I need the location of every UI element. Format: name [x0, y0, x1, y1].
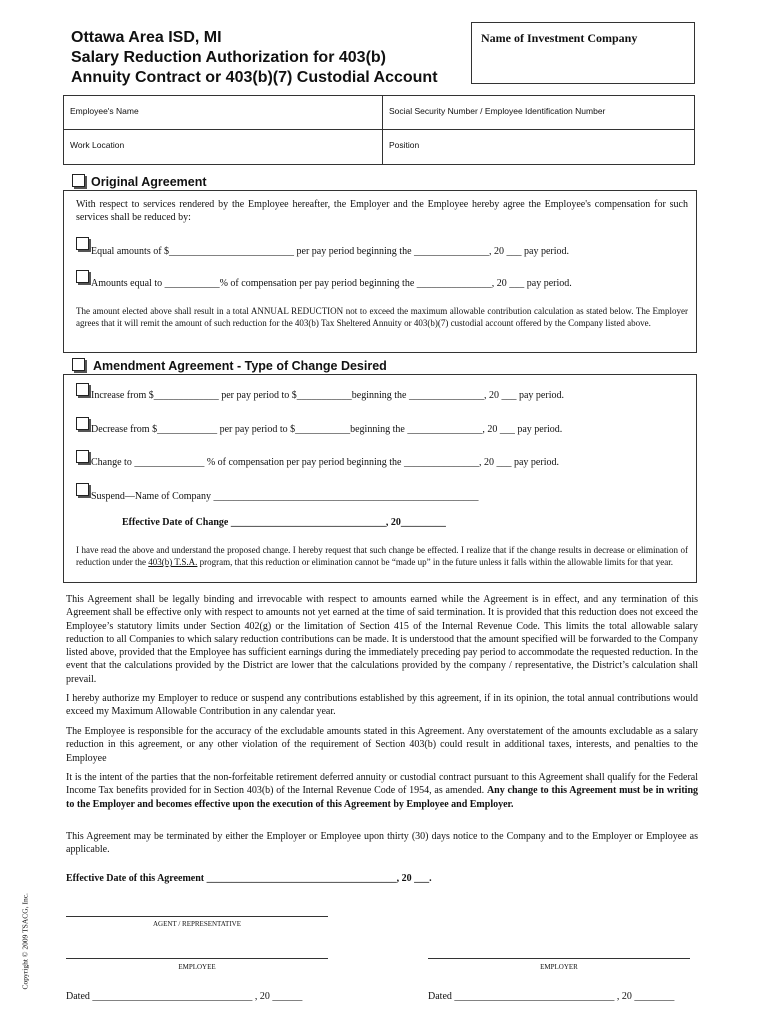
work-location-field[interactable] — [63, 129, 383, 165]
original-agreement-title: Original Agreement — [91, 175, 207, 189]
original-note: The amount elected above shall result in a total ANNUAL REDUCTION not to exceed the maximum allowable contribution calculation as stated below. The Employer agrees that it will remit the amount of such reduction for the 403(b) Tax Sheltered Annuity or 403(b)(7) custodial account offered by the Company listed above. — [76, 306, 688, 328]
increase-option: Increase from $_____________ per pay period to $___________beginning the _______________, 20 ___ pay period. — [91, 390, 564, 401]
investment-company-label: Name of Investment Company — [481, 31, 638, 45]
equal-amounts-option: Equal amounts of $_________________________ per pay period beginning the _______________, 20 ___ pay period. — [91, 246, 569, 257]
amendment-acknowledgement — [76, 544, 688, 568]
intent-paragraph — [66, 771, 698, 811]
position-field[interactable] — [382, 129, 695, 165]
title-line-3: Annuity Contract or 403(b)(7) Custodial Account — [71, 69, 438, 86]
decrease-option: Decrease from $____________ per pay period to $___________beginning the _______________, 20 ___ pay period. — [91, 424, 563, 435]
employee-name-field[interactable] — [63, 95, 383, 130]
original-intro: With respect to services rendered by the Employee hereafter, the Employer and the Employee hereby agree the Employee's compensation for such services shall be reduced by: — [76, 199, 688, 223]
employer-caption: EMPLOYER — [540, 963, 578, 971]
employer-dated: Dated ________________________________ , 20 ________ — [428, 991, 675, 1002]
document-title — [71, 28, 471, 88]
responsibility-paragraph: The Employee is responsible for the accuracy of the excludable amounts stated in this Agreement. Any overstatement of the amounts excludable as a salary reduction in this agreement, or any other violation of the requirement of Section 403(b) could result in additional taxes, interests, and penalties to the Employee — [66, 726, 698, 764]
tsa-link: 403(b) T.S.A. — [148, 557, 198, 567]
intent-text: It is the intent of the parties that the non-forfeitable retirement deferred annuity or custodial contract pursuant to this Agreement shall qualify for the Federal Income Tax benefits provided for in Section 403(b) of the Internal Revenue Code of 1954, as amended. — [66, 772, 698, 797]
suspend-option: Suspend—Name of Company _____________________________________________________ — [91, 491, 479, 502]
title-line-2: Salary Reduction Authorization for 403(b) — [71, 49, 386, 66]
ssn-field[interactable] — [382, 95, 695, 130]
investment-company-field[interactable] — [471, 22, 695, 84]
change-checkbox[interactable] — [76, 450, 89, 463]
employee-caption: EMPLOYEE — [178, 963, 216, 971]
amendment-agreement-checkbox[interactable] — [72, 358, 85, 371]
percent-amounts-checkbox[interactable] — [76, 270, 89, 283]
increase-checkbox[interactable] — [76, 383, 89, 396]
intent-bold-text: Any change to this Agreement must be in writing to the Employer and becomes effective upon the execution of this Agreement by Employee and Employer. — [66, 785, 699, 810]
authorize-paragraph: I hereby authorize my Employer to reduce or suspend any contributions established by this agreement, if in its opinion, the total annual contributions would exceed my Maximum Allowable Contribution in any calendar year. — [66, 693, 698, 718]
binding-paragraph: This Agreement shall be legally binding and irrevocable with respect to amounts earned while the Agreement is in effect, and any termination of this Agreement shall be effective only with respect to amounts not yet earned at the time of said termination. It is provided that this reduction does not exceed the Employee’s statutory limits under Section 402(g) or the limitation of Section 415 of the Internal Revenue Code. This limits the total allowable salary reduction to all Companies to which salary reduction contributions can be made. It is understood that the amount specified will be forwarded to the Company listed above, provided that the Employee has sufficient earnings during the immediately preceding pay period to accommodate the requested reduction. In the event that the calculations provided by the District are lower that the calculations provided by the company / representative, the District’s calculation shall prevail. — [66, 594, 698, 685]
agent-signature-line[interactable] — [66, 916, 328, 917]
effective-date-of-change: Effective Date of Change _______________________________, 20_________ — [122, 517, 446, 528]
effective-date-of-agreement: Effective Date of this Agreement ______________________________________, 20 ___. — [66, 873, 432, 884]
ack-text-2: program, that this reduction or elimination cannot be “made up” in the future unless it falls within the allowable limits for that year. — [197, 557, 674, 567]
decrease-checkbox[interactable] — [76, 417, 89, 430]
ack-text-1: I have read the above and understand the proposed change. I hereby request that such change be effected. I realize that if the change results in decrease or elimination of reduction under the — [76, 545, 688, 567]
ssn-label: Social Security Number / Employee Identification Number — [389, 106, 606, 116]
employer-signature-line[interactable] — [428, 958, 690, 959]
work-location-label: Work Location — [70, 140, 125, 150]
title-line-1: Ottawa Area ISD, MI — [71, 29, 222, 46]
original-agreement-checkbox[interactable] — [72, 174, 85, 187]
suspend-checkbox[interactable] — [76, 483, 89, 496]
position-label: Position — [389, 140, 420, 150]
employee-name-label: Employee's Name — [70, 106, 139, 116]
equal-amounts-checkbox[interactable] — [76, 237, 89, 250]
employee-signature-line[interactable] — [66, 958, 328, 959]
amendment-agreement-title: Amendment Agreement - Type of Change Desired — [93, 359, 387, 373]
change-option: Change to ______________ % of compensation per pay period beginning the _______________, 20 ___ pay period. — [91, 457, 559, 468]
agent-caption: AGENT / REPRESENTATIVE — [153, 920, 241, 928]
termination-paragraph: This Agreement may be terminated by either the Employer or Employee upon thirty (30) days notice to the Company and to the Employer or Employee as applicable. — [66, 831, 698, 856]
employee-dated: Dated ________________________________ , 20 ______ — [66, 991, 303, 1002]
percent-amounts-option: Amounts equal to ___________% of compensation per pay period beginning the _______________, 20 ___ pay period. — [91, 278, 572, 289]
copyright-notice: Copyright © 2009 TSACG, Inc. — [20, 893, 30, 990]
